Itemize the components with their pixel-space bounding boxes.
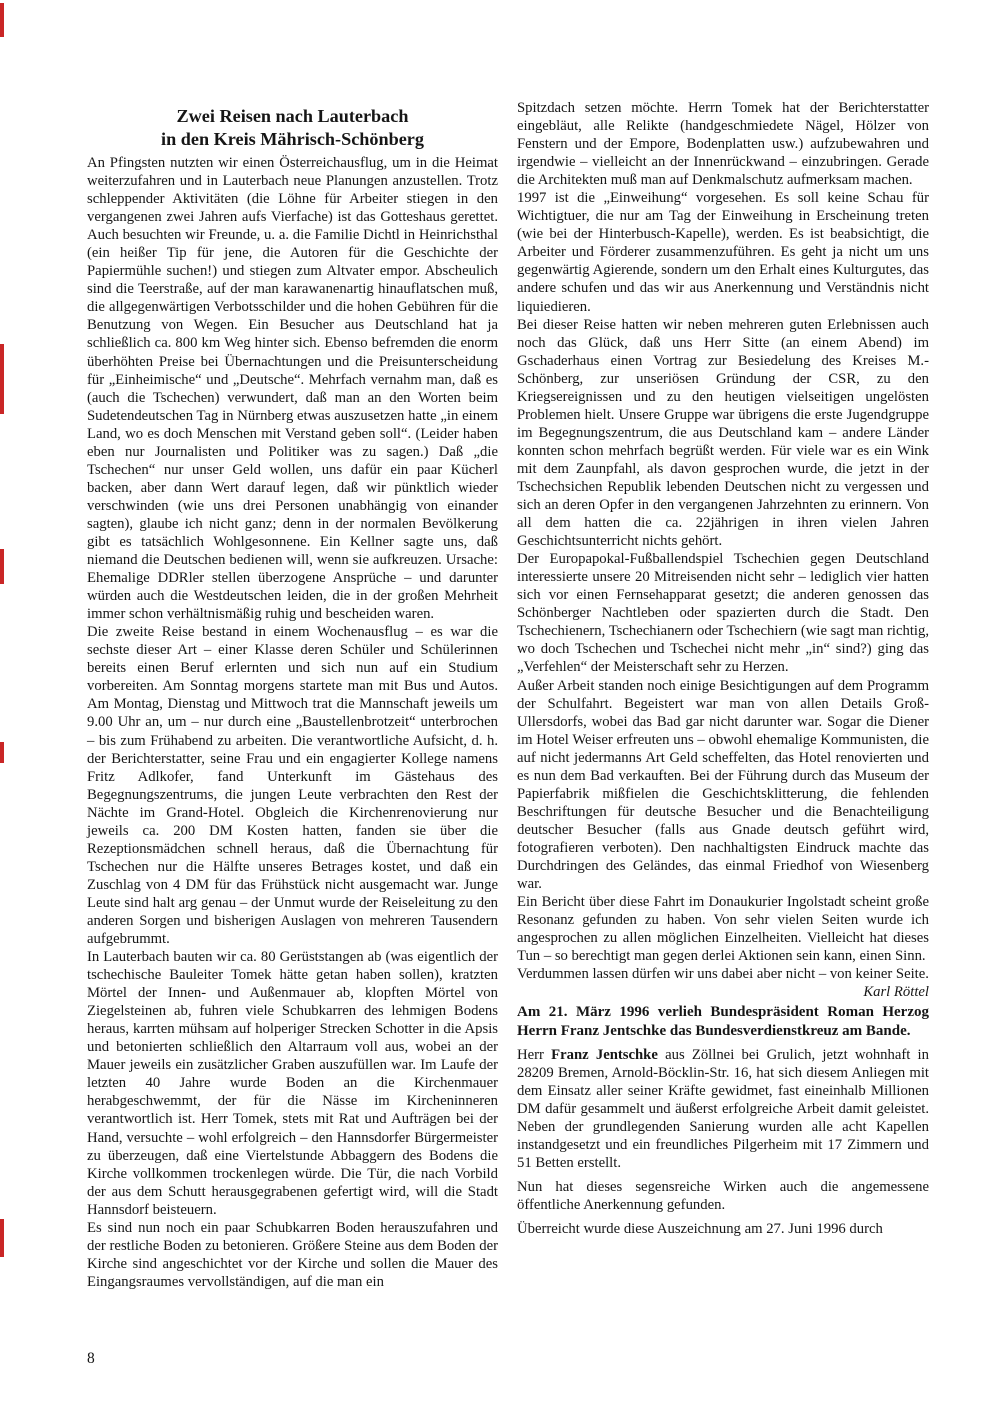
paragraph: Es sind nun noch ein paar Schubkarren Boden herauszufahren und der restliche Boden zu betonieren. Größere Steine aus dem Boden der Kirche sind angeschichtet vor der Kirche und sollen die Mauer des Eingangsraumes vervollständigen, auf die man ein <box>87 1219 498 1290</box>
paragraph: An Pfingsten nutzten wir einen Österreichausflug, um in die Heimat weiterzufahren und in Lauterbach neue Planungen anzustellen. Trotz schleppender Aktivitäten (die Löhne für Arbeiter stiegen in den vergangenen zwei Jahren aufs Vierfache) ist das Gotteshaus gerettet. Auch besuchten wir Freunde, u. a. die Familie Dichtl in Heinrichsthal (ein heißer Tip für jene, die Autoren für die Geschichte der Papiermühle suchen!) und stiegen zum Altvater empor. Abscheulich sind die Teerstraße, auf der man karawanenartig hinauflatschen muß, die allgegenwärtigen Verbotsschilder und die hohen Gebühren für die Benutzung von Wegen. Ein Besucher aus Deutschland hat ja schließlich ca. 800 km Weg hinter sich. Ebenso befremden die enorm überhöhten Preise bei Übernachtungen und die Preisunterscheidung für „Einheimische“ und „Deutsche“. Mehrfach vernahm man, daß es (auch die Tschechen) verwundert, daß man an den Worten beim Sudetendeutschen Tag in Nürnberg etwas auszusetzen hatte „in einem Land, wo es doch Menschen mit Verstand geben soll“. (Leider haben eben nur Journalisten und Politiker was zu sagen.) Daß „die Tschechen“ nur unser Geld wollen, uns dafür ein paar Kücherl backen, aber dann Wert darauf legen, daß wir pünktlich wieder verschwinden (wie uns drei Personen unabhängig von einander sagten), glaube ich nicht ganz; denn in der normalen Bevölkerung gibt es tatsächlich Wohlgesonnene. Ein Kellner sagte uns, daß niemand die Deutschen bedienen will, wenn sie aufkreuzen. Ursache: Ehemalige DDRler stellen überzogene Ansprüche – und darunter würden auch die Westdeutschen leiden, die in der großen Mehrheit immer schon verhältnismäßig ruhig und bescheiden waren. <box>87 155 498 623</box>
paragraph: Bei dieser Reise hatten wir neben mehreren guten Erlebnissen auch noch das Glück, daß uns Herr Sitte (an einem Abend) im Gschaderhaus einen Vortrag zur Besiedelung des Kreises M.-Schönberg, zur unseriösen Gründung der CSR, zu den Kriegsereignissen und zu den heutigen vielseitigen ungelösten Problemen hielt. Unsere Gruppe war übrigens die erste Jugendgruppe im Begegnungszentrum, die aus Deutschland kam – andere Länder konnten schon mehrfach begrüßt werden. Für viele war es ein Wink mit dem Zaunpfahl, als davon gesprochen wurde, die jetzt in der Tschechsichen Republik lebenden Deutschen nicht zu vergessen und sich an deren Opfer in den vergangenen Jahrzehnten zu erinnern. Von all dem hatten die ca. 22jährigen in ihren vielen Jahren Geschichtsunterricht nichts gehört. <box>517 316 929 550</box>
award-recipient-name: Franz Jentschke <box>551 1046 658 1063</box>
paragraph: Die zweite Reise bestand in einem Wochenausflug – es war die sechste dieser Art – einer Klasse deren Schüler und Schülerinnen bereits einen Beruf erlernten und sich nun auf ein Studium vorbereiten. Am Sonntag morgens startete man mit Bus und Autos. Am Montag, Dienstag und Mittwoch trat die Mannschaft jeweils um 9.00 Uhr an, um – nur durch eine „Baustellenbrotzeit“ unterbrochen – bis zum Frühabend zu arbeiten. Die verantwortliche Aufsicht, d. h. der Berichterstatter, seine Frau und ein engagierter Kollege namens Fritz Adlkofer, fand Unterkunft im Gästehaus des Begegnungszentrums, die jungen Leute verbrachten den Rest der Nächte im Grand-Hotel. Obgleich die Kirchenrenovierung nur jeweils ca. 200 DM Kosten hatten, fanden sie über die Rezeptionsmädchen schnell heraus, daß die Übernachtung für Tschechen nur die Hälfte unseres Betrages kostet, und daß ein Zuschlag von 4 DM für das Frühstück nicht ausgemacht war. Junge Leute sind halt arg genau – der Unmut wurde der Reiseleitung zu den anderen Sorgen und bisherigen Auslagen von mehreren Tausendern aufgebrummt. <box>87 624 498 948</box>
paragraph: Außer Arbeit standen noch einige Besichtigungen auf dem Programm der Schulfahrt. Begeistert war man von allen Details Groß-Ullersdorfs, wobei das Bad gar nicht darunter war. Sogar die Diener im Hotel Weiser erfreuten uns – obwohl ehemalige Kommunisten, die auf nicht jedermanns Art Geld scheffelten, das Hotel renovierten und es nun dem Bad verkauften. Bei der Führung durch das Museum der Papierfabrik mißfielen die Geschichtsklitterung, die fehlenden Beschriftungen für deutsche Besucher und die Benachteiligung deutscher Besucher (falls aus Gnade deutsch geführt wird, fotografieren verboten). Den nachhaltigsten Eindruck machte das Durchdringen des Geländes, das einmal Friedhof von Wiesenberg war. <box>517 677 929 893</box>
closing-text: Verdummen lassen dürfen wir uns dabei aber nicht – von keiner Seite. <box>517 966 929 983</box>
page-number: 8 <box>87 1350 95 1367</box>
article-title-line-1: Zwei Reisen nach Lauterbach <box>176 106 409 126</box>
author-byline: Karl Röttel <box>863 984 929 1001</box>
award-paragraph: Überreicht wurde diese Auszeichnung am 27. Juni 1996 durch <box>517 1221 883 1238</box>
award-paragraph: Nun hat dieses segensreiche Wirken auch die angemessene öffentliche Anerkennung gefunden. <box>517 1179 929 1214</box>
paragraph: Der Europapokal-Fußballendspiel Tschechien gegen Deutschland interessierte unsere 20 Mitreisenden nicht sehr – lediglich vier hatten sich vor einen Fernsehapparat gesetzt; die anderen genossen das Schönberger Nachtleben oder spazierten durch die Stadt. Den Tschechienern, Tschechianern oder Tschechiern (wie sagt man richtig, wo doch Tschechen und Tschechei nicht mehr „in“ sind?) ging das „Verfehlen“ der Meisterschaft sehr zu Herzen. <box>517 551 929 676</box>
award-heading: Am 21. März 1996 verlieh Bundespräsident Roman Herzog Herrn Franz Jentschke das Bundesverdienstkreuz am Bande. <box>517 1004 929 1039</box>
two-column-layout <box>87 99 929 1291</box>
scan-edge-mark <box>0 742 4 763</box>
paragraph: In Lauterbach bauten wir ca. 80 Gerüststangen ab (was eigentlich der tschechische Bauleiter Tomek hätte getan haben sollen), kratzten Mörtel der Innen- und Außenmauer ab, klopften Mörtel von Ziegelsteinen ab, fuhren viele Schubkarren des lehmigen Bodens heraus, karrten mühsam auf holperiger Strecken Schotter in die Apsis und betonierten schließlich den Altarraum voll aus, wobei an der Mauer jeweils ein zusätzlicher Graben auszufüllen war. Im Laufe der letzten 40 Jahre wurde Boden an die Kirchenmauer herabgeschwemmt, der für die Nässe im Kircheninneren verantwortlich ist. Herr Tomek, stets mit Rat und Aufträgen bei der Hand, versuchte – wohl erfolgreich – den Hannsdorfer Bürgermeister zu überzeugen, daß eine Viertelstunde Abbaggern des Bodens die Kirche vollkommen trockenlegen würde. Die Tür, die nach Vorbild der aus dem Schutt herausgegrabenen gefertigt wird, will die Stadt Hannsdorf beisteuern. <box>87 949 498 1218</box>
paragraph: 1997 ist die „Einweihung“ vorgesehen. Es soll keine Schau für Wichtigtuer, die nur am Tag der Einweihung in Erscheinung treten (wie bei der Hinterbusch-Kapelle), werden. Es ist beabsichtigt, die Arbeiter und Förderer zusammenzuführen. Es geht ja nicht um uns gegenwärtig Agierende, sondern um den Erhalt eines Kulturgutes, das andere schufen und das wir aus Anerkennung und Verständnis nicht liquiedieren. <box>517 190 929 315</box>
right-column <box>517 99 929 1291</box>
award-paragraph-prefix: Herr <box>517 1046 552 1063</box>
article-title <box>87 105 498 151</box>
paragraph: Spitzdach setzen möchte. Herrn Tomek hat der Berichterstatter eingebläut, alle Relikte (handgeschmiedete Nägel, Hölzer von Fenstern und der Empore, Bodenplatten usw.) aufzubewahren und irgendwie – vielleicht an der Innenrückwand – einzubringen. Gerade die Architekten muß man auf Denkmalschutz aufmerksam machen. <box>517 100 929 189</box>
closing-paragraph <box>517 965 929 1001</box>
scan-edge-mark <box>0 3 4 37</box>
award-paragraph <box>517 1046 929 1172</box>
paragraph: Ein Bericht über diese Fahrt im Donaukurier Ingolstadt scheint große Resonanz gefunden zu haben. Von sehr vielen Seiten wurde ich angesprochen zu allen möglichen Einzelheiten. Vielleicht hat dieses Tun – so berechtigt man gegen derlei Aktionen sein kann, einen Sinn. <box>517 894 929 965</box>
scan-edge-mark <box>0 344 4 414</box>
scan-edge-mark <box>0 549 4 584</box>
left-column <box>87 99 498 1291</box>
article-title-line-2: in den Kreis Mährisch-Schönberg <box>161 129 424 149</box>
scan-edge-mark <box>0 1219 4 1257</box>
award-paragraph-rest: aus Zöllnei bei Grulich, jetzt wohnhaft in 28209 Bremen, Arnold-Böcklin-Str. 16, hat sich diesem Anliegen mit dem Einsatz aller seiner Kräfte gewidmet, fast eineinhalb Millionen DM dafür gesammelt und äußerst erfolgreiche Arbeit damit geleistet. Neben der grundlegenden Sanierung wurden alle acht Kapellen instandgesetzt und ein freundliches Pilgerheim mit 17 Zimmern und 51 Betten erstellt. <box>517 1046 929 1172</box>
